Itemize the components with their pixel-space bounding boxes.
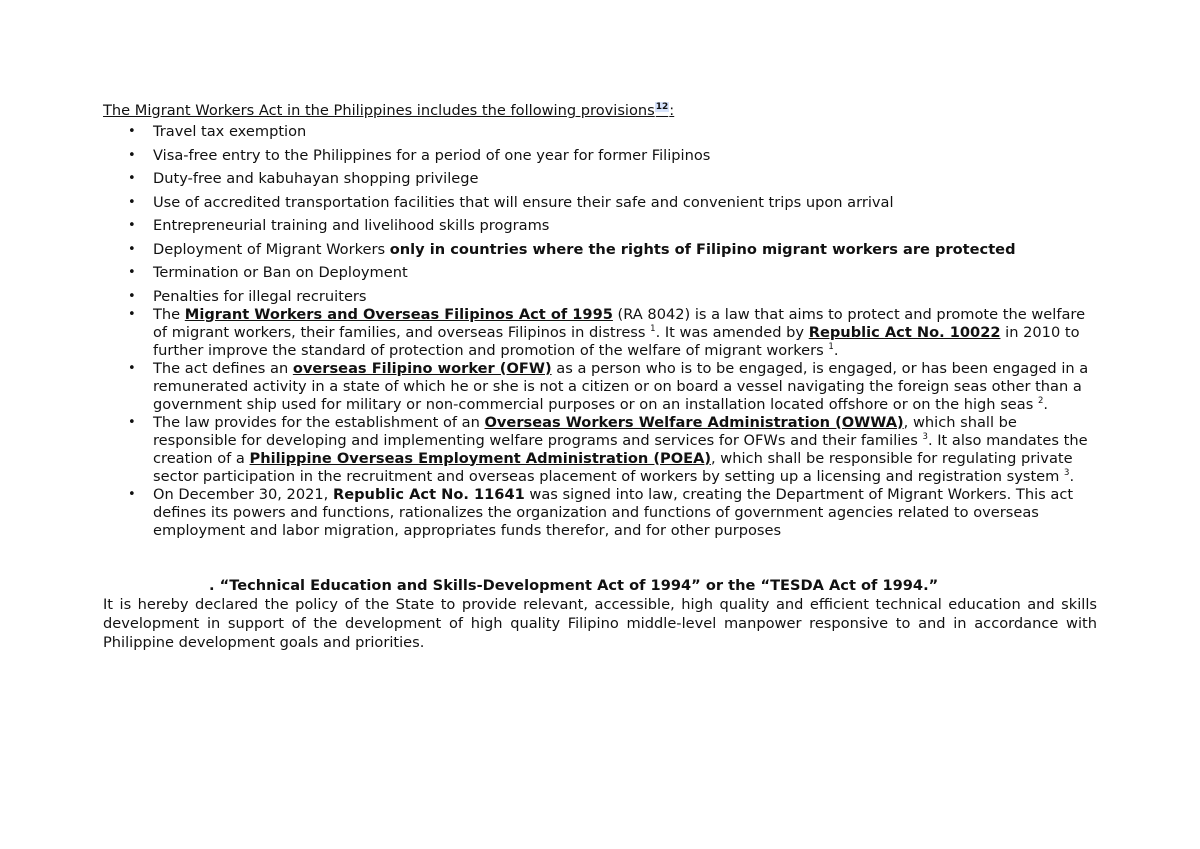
list-item	[103, 217, 1097, 235]
list-item	[103, 123, 1097, 141]
intro-text: The Migrant Workers Act in the Philippines includes the following provisions	[103, 102, 655, 119]
list-item-ra8042	[103, 306, 1097, 360]
item-text: , which shall be responsible for developing and implementing welfare programs and services for OFWs and their families	[153, 413, 1017, 449]
item-text: .	[1069, 467, 1075, 485]
bullet-icon: •	[128, 171, 136, 186]
item-text: (RA 8042) is a law that aims to protect and promote the welfare of migrant workers, their families, and overseas Filipinos in distress	[153, 305, 1086, 341]
item-text: .	[1043, 395, 1049, 413]
item-text: was signed into law, creating the Department of Migrant Workers. This act defines its powers and functions, rationalizes the organization and functions of government agencies related to overseas employment and labor migration, appropriates funds therefor, and for other purposes	[153, 485, 1074, 539]
intro-colon: :	[669, 102, 675, 119]
item-text: Visa-free entry to the Philippines for a period of one year for former Filipinos	[153, 146, 711, 164]
tesda-heading: . “Technical Education and Skills-Development Act of 1994” or the “TESDA Act of 1994.”	[209, 576, 939, 594]
intro-footnote-ref[interactable]: 12	[655, 102, 669, 113]
bullet-icon: •	[128, 265, 136, 280]
bullet-icon: •	[128, 147, 136, 163]
bullet-icon: •	[128, 124, 136, 139]
bullet-icon: •	[128, 241, 136, 257]
list-item	[103, 194, 1097, 212]
item-text: Entrepreneurial training and livelihood skills programs	[153, 217, 550, 234]
footnote-ref[interactable]: 3	[922, 431, 928, 442]
item-text: Use of accredited transportation facilities that will ensure their safe and convenient trips upon arrival	[153, 193, 894, 211]
footnote-ref[interactable]: 2	[1037, 395, 1044, 406]
list-item-deployment	[103, 241, 1097, 259]
item-text: The	[153, 305, 185, 323]
item-text: .	[833, 341, 839, 359]
list-item	[103, 264, 1097, 282]
footnote-ref[interactable]: 3	[1064, 467, 1070, 478]
item-text: Deployment of Migrant Workers	[153, 240, 390, 258]
item-text: Duty-free and kabuhayan shopping privilege	[153, 170, 479, 187]
provisions-list	[103, 123, 1097, 540]
owwa-link[interactable]: Overseas Workers Welfare Administration (OWWA)	[484, 413, 904, 431]
bullet-icon: •	[128, 306, 136, 322]
intro-line	[103, 101, 1097, 121]
item-text: . It was amended by	[655, 323, 809, 341]
footnote-ref[interactable]: 1	[650, 323, 656, 334]
document-page	[103, 101, 1097, 652]
item-text: . It also mandates the creation of a	[153, 431, 1088, 467]
ofw-link[interactable]: overseas Filipino worker (OFW)	[292, 359, 552, 377]
footnote-ref[interactable]: 1	[828, 341, 834, 352]
bullet-icon: •	[128, 486, 136, 502]
item-text: in 2010 to further improve the standard of protection and promotion of the welfare of migrant workers	[153, 323, 1080, 359]
item-text: The law provides for the establishment of an	[153, 413, 485, 431]
item-text: Penalties for illegal recruiters	[153, 287, 367, 305]
item-text: Termination or Ban on Deployment	[153, 264, 408, 281]
list-item-ofw	[103, 360, 1097, 414]
bullet-icon: •	[128, 360, 136, 376]
list-item	[103, 147, 1097, 165]
ra8042-link[interactable]: Migrant Workers and Overseas Filipinos Act of 1995	[184, 305, 613, 323]
item-bold-text: only in countries where the rights of Filipino migrant workers are protected	[389, 240, 1016, 258]
tesda-body: It is hereby declared the policy of the State to provide relevant, accessible, high quality and efficient technical education and skills development in support of the development of high quality Filipino middle-level manpower responsive to and in accordance with Philippine development goals and priorities.	[103, 595, 1097, 651]
list-item-ra11641	[103, 486, 1097, 540]
ra11641-bold: Republic Act No. 11641	[332, 485, 525, 503]
list-item	[103, 288, 1097, 306]
bullet-icon: •	[128, 288, 136, 304]
item-text: The act defines an	[153, 359, 293, 377]
list-item-owwa	[103, 414, 1097, 486]
bullet-icon: •	[128, 218, 136, 233]
item-text: , which shall be responsible for regulating private sector participation in the recruitment and overseas placement of workers by setting up a licensing and registration system	[153, 449, 1073, 485]
poea-link[interactable]: Philippine Overseas Employment Administration (POEA)	[249, 449, 712, 467]
bullet-icon: •	[128, 414, 136, 430]
item-text: On December 30, 2021,	[153, 485, 333, 503]
item-text: Travel tax exemption	[153, 123, 307, 140]
bullet-icon: •	[128, 194, 136, 210]
list-item	[103, 170, 1097, 188]
item-text: as a person who is to be engaged, is engaged, or has been engaged in a remunerated activity in a state of which he or she is not a citizen or on board a vessel navigating the foreign seas other than a government ship used for military or non-commercial purposes or on an installation located offshore or on the high seas	[153, 359, 1089, 413]
ra10022-link[interactable]: Republic Act No. 10022	[808, 323, 1001, 341]
